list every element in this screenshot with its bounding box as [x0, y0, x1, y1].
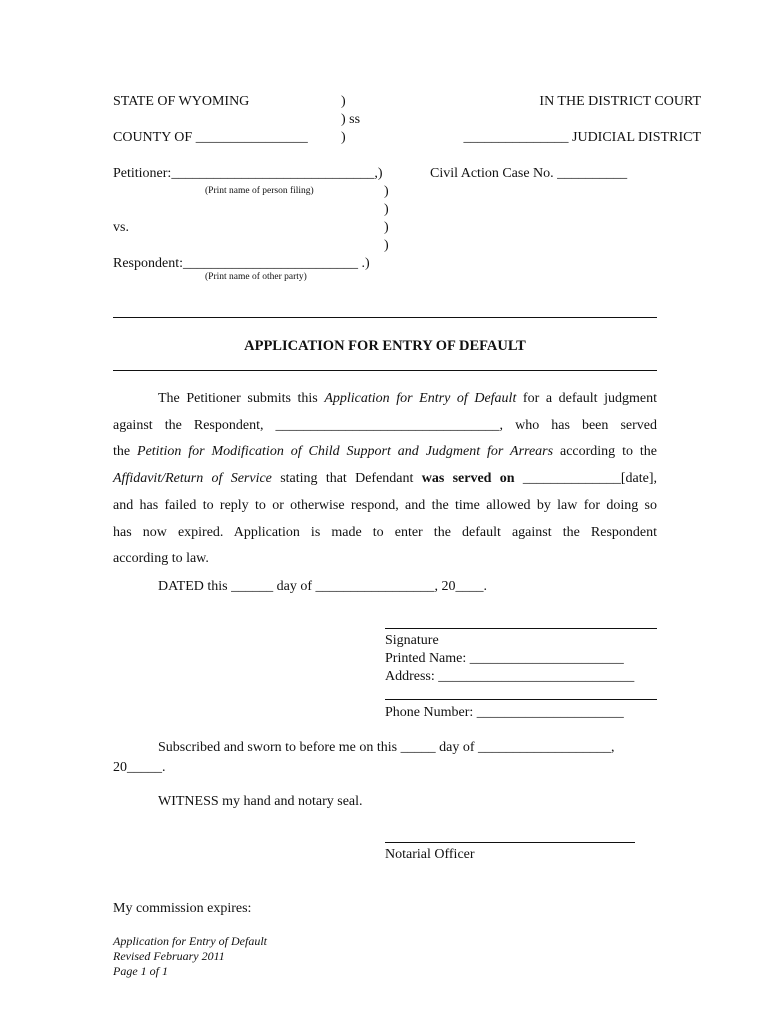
- signature-label: Signature: [385, 633, 439, 648]
- signature-line: [385, 628, 657, 629]
- body-text-bold: was served on: [421, 471, 515, 487]
- footer-form-name: Application for Entry of Default: [113, 934, 267, 948]
- witness-line: WITNESS my hand and notary seal.: [158, 794, 363, 809]
- body-line: and has failed to reply to or otherwise respond, and the time allowed by law for doing so: [113, 497, 657, 513]
- state-label: STATE OF WYOMING: [113, 94, 250, 109]
- title-rule-top: [113, 317, 657, 318]
- caption-paren: ): [341, 130, 346, 145]
- caption-ss: ) ss: [341, 112, 361, 127]
- document-title: APPLICATION FOR ENTRY OF DEFAULT: [244, 338, 526, 354]
- county-field: COUNTY OF ________________: [113, 130, 308, 145]
- body-line: has now expired. Application is made to enter the default against the Respondent: [113, 524, 657, 540]
- vs-label: vs.: [113, 220, 129, 235]
- footer-page-number: Page 1 of 1: [113, 964, 168, 978]
- petitioner-field: Petitioner:_____________________________,): [113, 166, 383, 181]
- body-text: ______________[date],: [514, 471, 657, 487]
- body-text: stating that Defendant: [271, 471, 422, 487]
- caption-paren: ): [341, 94, 346, 109]
- address-line-2: [385, 699, 657, 700]
- body-line: [113, 439, 657, 466]
- notary-signature-line: [385, 842, 635, 843]
- body-text-italic: Petition for Modification of Child Support and Judgment for Arrears: [137, 444, 554, 460]
- case-number-field: Civil Action Case No. __________: [430, 166, 628, 181]
- petitioner-note: (Print name of person filing): [205, 186, 314, 196]
- printed-name-field: Printed Name: ______________________: [385, 651, 624, 666]
- footer-revision: Revised February 2011: [113, 949, 225, 963]
- body-text: according to the: [553, 444, 657, 460]
- commission-expires-label: My commission expires:: [113, 901, 252, 916]
- respondent-field: Respondent:_________________________ .): [113, 256, 370, 271]
- caption-paren: ): [384, 184, 389, 199]
- body-line: [113, 386, 657, 413]
- respondent-note: (Print name of other party): [205, 272, 307, 282]
- dated-line: DATED this ______ day of _________________, 20____.: [158, 579, 487, 594]
- notarial-officer-label: Notarial Officer: [385, 847, 475, 862]
- body-text: for a default judgment: [516, 391, 657, 406]
- body-paragraph: [113, 386, 657, 573]
- body-text: The Petitioner submits this: [158, 391, 325, 406]
- body-line: according to law.: [113, 551, 209, 567]
- body-line: [113, 466, 657, 493]
- address-field: Address: ____________________________: [385, 669, 635, 684]
- caption-paren: ): [384, 238, 389, 253]
- year-line: 20_____.: [113, 760, 166, 775]
- body-text-italic: Affidavit/Return of Service: [113, 471, 272, 487]
- title-rule-bottom: [113, 370, 657, 371]
- caption-paren: ): [384, 202, 389, 217]
- caption-paren: ): [384, 220, 389, 235]
- body-line: against the Respondent, ________________________________, who has been served: [113, 417, 657, 433]
- judicial-district-field: _______________ JUDICIAL DISTRICT: [463, 130, 701, 145]
- court-label: IN THE DISTRICT COURT: [539, 94, 701, 109]
- phone-field: Phone Number: _____________________: [385, 705, 624, 720]
- subscribed-line: Subscribed and sworn to before me on this _____ day of ___________________,: [158, 740, 615, 755]
- body-text: the: [113, 444, 138, 460]
- body-text-italic: Application for Entry of Default: [324, 391, 517, 406]
